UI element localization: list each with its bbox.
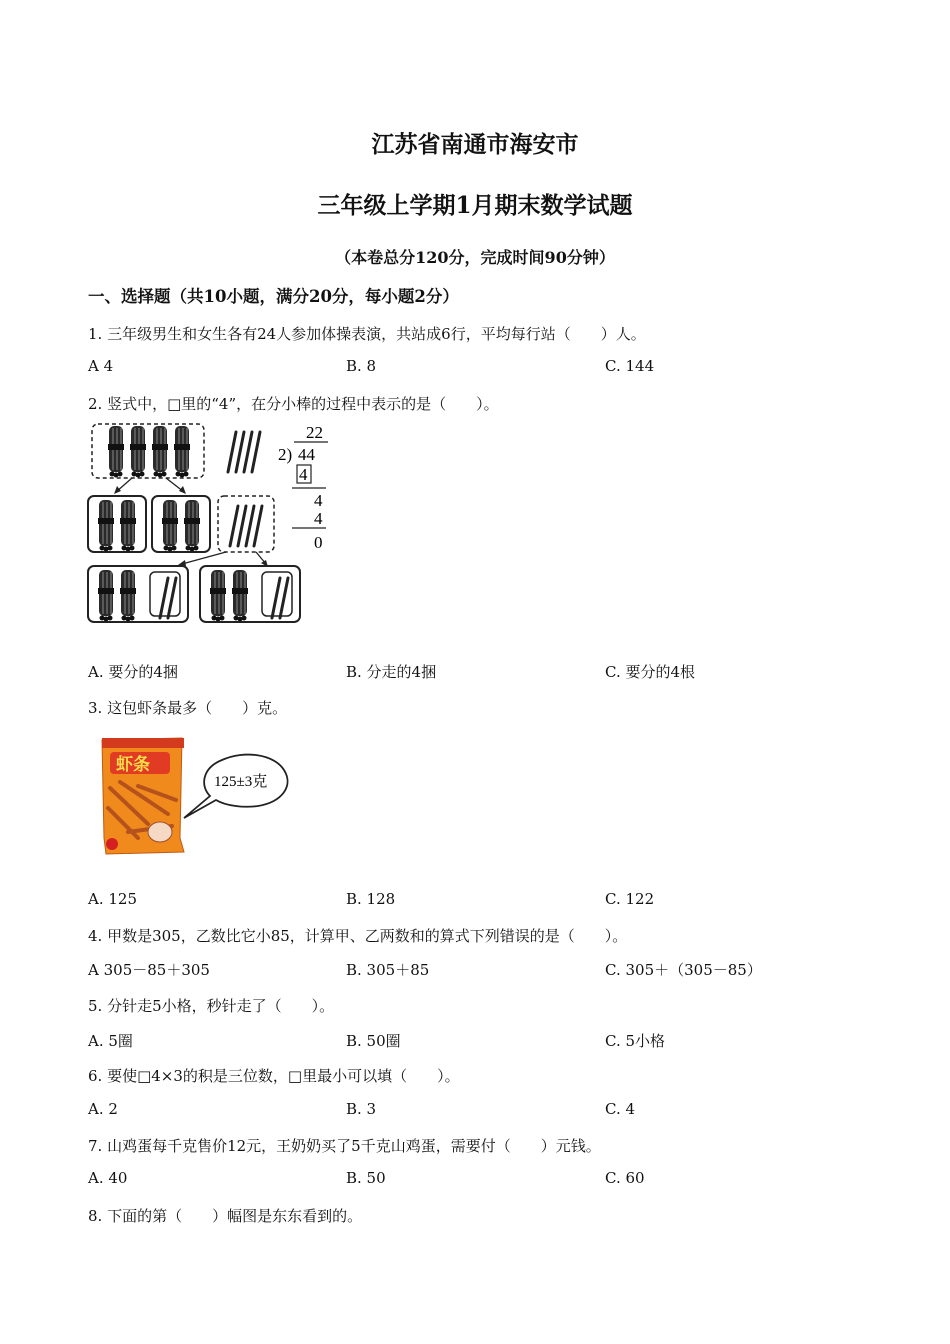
division-divisor: 2) (278, 445, 293, 464)
question-5-option-a: A. 5圈 (88, 1032, 133, 1050)
question-4-option-a: A 305－85＋305 (88, 961, 210, 979)
score-time-note: （本卷总分120分，完成时间90分钟） (335, 248, 615, 267)
question-4-stem: 4. 甲数是305，乙数比它小85，计算甲、乙两数和的算式下列错误的是（ ）。 (88, 927, 628, 945)
question-3-option-c: C. 122 (605, 890, 655, 908)
question-7-option-c: C. 60 (605, 1169, 645, 1187)
question-7-option-b: B. 50 (346, 1169, 386, 1187)
question-7-stem: 7. 山鸡蛋每千克售价12元，王奶奶买了5千克山鸡蛋，需要付（ ）元钱。 (88, 1137, 601, 1155)
shrimp-snack-figure (98, 734, 298, 858)
title-line-2: 三年级上学期1月期末数学试题 (317, 192, 633, 219)
question-1-option-c: C. 144 (605, 357, 655, 375)
question-5-option-b: B. 50圈 (346, 1032, 401, 1050)
question-6-option-c: C. 4 (605, 1100, 636, 1118)
question-7-option-a: A. 40 (88, 1169, 128, 1187)
question-6-option-a: A. 2 (88, 1100, 118, 1118)
division-line-4: 4 (314, 509, 323, 528)
title-line-1: 江苏省南通市海安市 (371, 131, 579, 158)
division-quotient: 22 (306, 423, 323, 442)
division-boxed-digit: 4 (299, 465, 308, 484)
question-2-stem: 2. 竖式中，□里的“4”，在分小棒的过程中表示的是（ ）。 (88, 395, 499, 413)
question-2-option-b: B. 分走的4捆 (346, 663, 437, 681)
speech-bubble-text: 125±3克 (214, 774, 268, 790)
question-2-option-a: A. 要分的4捆 (88, 663, 178, 681)
question-5-option-c: C. 5小格 (605, 1032, 666, 1050)
question-2-option-c: C. 要分的4根 (605, 663, 696, 681)
question-4-option-b: B. 305＋85 (346, 961, 430, 979)
question-5-stem: 5. 分针走5小格，秒针走了（ ）。 (88, 997, 335, 1015)
question-6-stem: 6. 要使□4×3的积是三位数，□里最小可以填（ ）。 (88, 1067, 460, 1085)
question-6-option-b: B. 3 (346, 1100, 377, 1118)
division-dividend: 44 (298, 445, 315, 464)
question-3-option-a: A. 125 (88, 890, 137, 908)
division-line-3: 4 (314, 491, 323, 510)
question-1-option-a: A 4 (88, 357, 114, 375)
package-label: 虾条 (116, 755, 150, 775)
question-3-option-b: B. 128 (346, 890, 396, 908)
question-1-option-b: B. 8 (346, 357, 377, 375)
division-remainder: 0 (314, 533, 323, 552)
question-3-stem: 3. 这包虾条最多（ ）克。 (88, 699, 288, 717)
question-4-option-c: C. 305＋（305－85） (605, 961, 762, 979)
question-8-stem: 8. 下面的第（ ）幅图是东东看到的。 (88, 1207, 363, 1225)
section-heading: 一、选择题（共10小题，满分20分，每小题2分） (88, 287, 459, 306)
sticks-division-figure (86, 420, 336, 626)
question-1-stem: 1. 三年级男生和女生各有24人参加体操表演，共站成6行，平均每行站（ ）人。 (88, 325, 646, 343)
